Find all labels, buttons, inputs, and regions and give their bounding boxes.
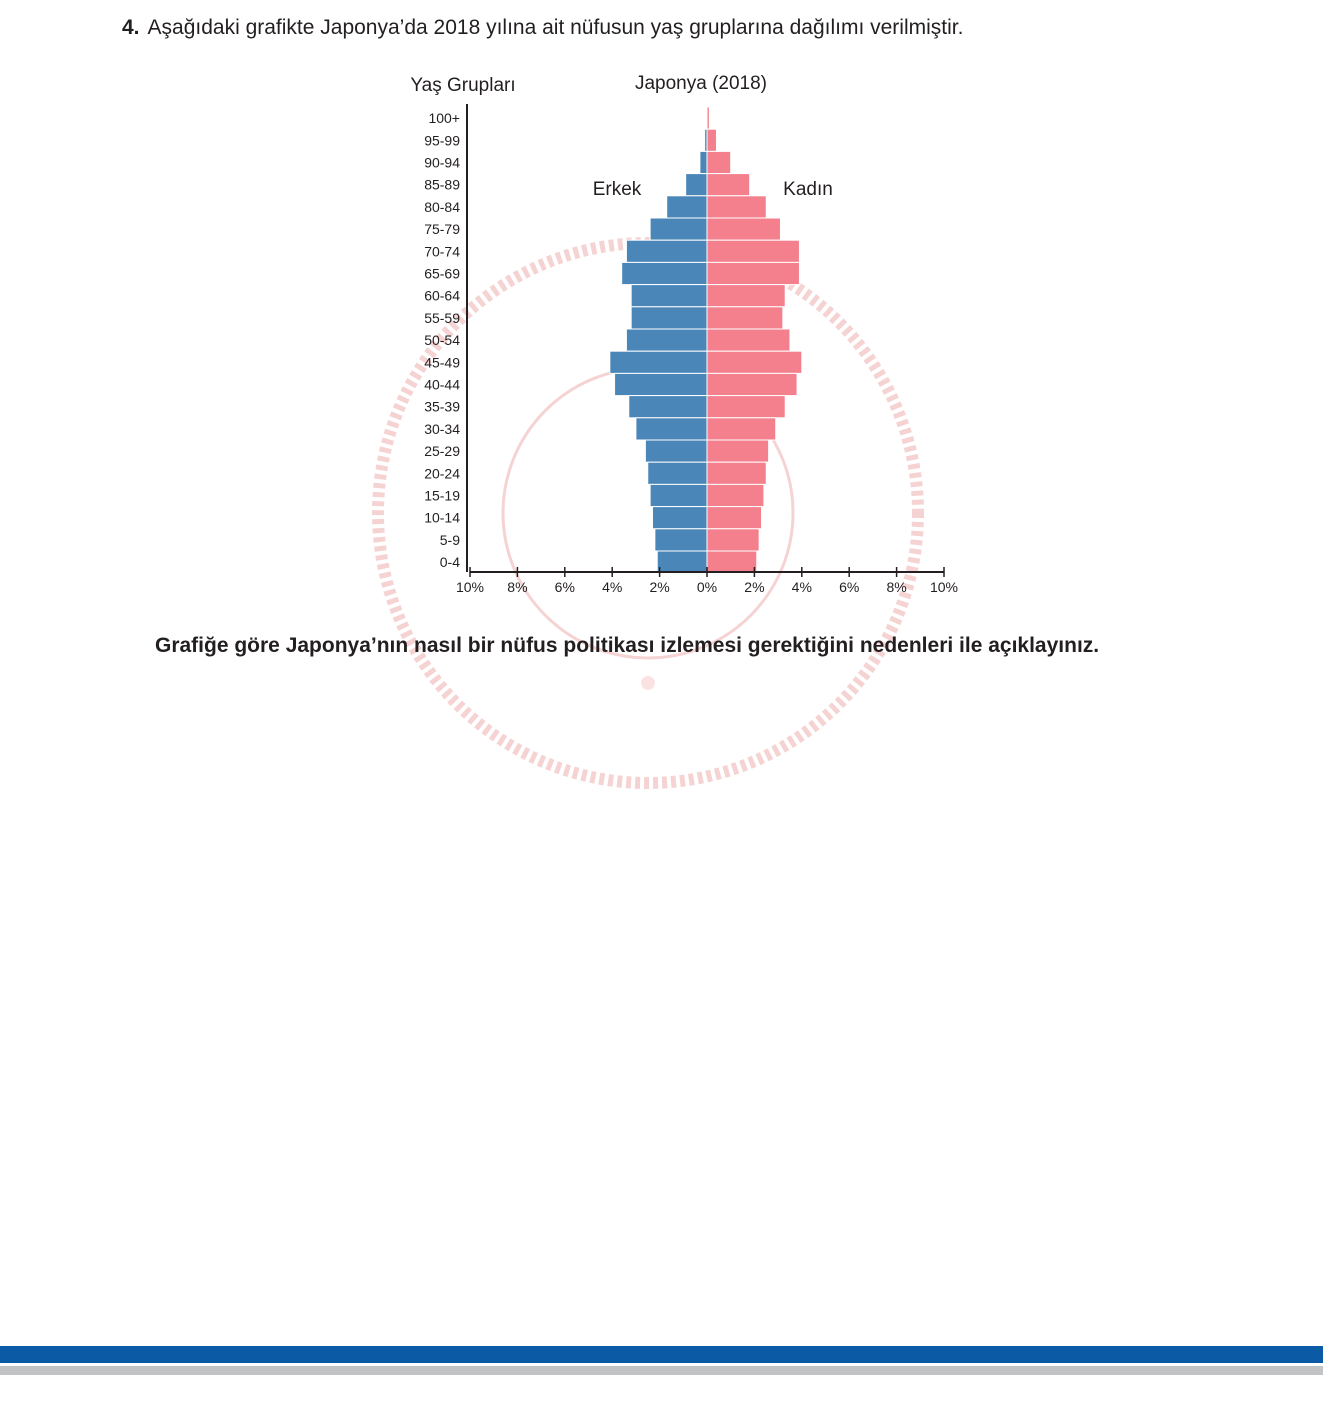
bar-erkek-80-84 [667,196,707,218]
y-tick-label: 10-14 [424,509,460,526]
x-tick-label: 8% [507,579,528,595]
x-tick-label: 10% [455,579,485,595]
y-tick-label: 35-39 [424,398,460,415]
y-tick-label: 90-94 [424,154,460,171]
bar-erkek-0-4 [657,551,707,573]
bar-erkek-10-14 [652,507,707,529]
bar-kadin-100+ [707,107,709,129]
bar-erkek-15-19 [650,484,707,506]
prompt: Grafiğe göre Japonya’nın nasıl bir nüfus politikası izlemesi gerektiğini nedenleri ile açıklayınız. [155,634,1100,657]
bar-erkek-90-94 [700,151,707,173]
x-tick-label: 6% [554,579,575,595]
y-tick-label: 70-74 [424,243,460,260]
y-axis-label: Yaş Grupları [410,75,516,96]
y-tick-label: 100+ [428,110,460,127]
chart-title: Japonya (2018) [634,73,768,94]
bar-erkek-25-29 [645,440,707,462]
x-tick-label: 4% [791,579,812,595]
bar-erkek-30-34 [636,418,707,440]
bar-kadin-90-94 [707,151,731,173]
y-tick-label: 30-34 [424,420,460,437]
bar-kadin-20-24 [707,462,766,484]
bar-erkek-70-74 [626,240,707,262]
bar-kadin-25-29 [707,440,769,462]
y-tick-label: 5-9 [439,531,460,548]
bar-erkek-45-49 [610,351,707,373]
x-tick-label: 2% [744,579,765,595]
y-tick-label: 75-79 [424,221,460,238]
y-tick-label: 85-89 [424,176,460,193]
x-tick-label: 10% [929,579,959,595]
bar-erkek-60-64 [631,285,707,307]
bar-kadin-10-14 [707,507,762,529]
y-tick-label: 55-59 [424,309,460,326]
bar-kadin-65-69 [707,262,799,284]
footer-band-gray [0,1366,1323,1375]
y-tick-label: 0-4 [439,554,460,571]
y-tick-label: 95-99 [424,132,460,149]
y-tick-label: 60-64 [424,287,460,304]
x-tick-label: 8% [886,579,907,595]
bar-erkek-20-24 [648,462,707,484]
y-tick-label: 25-29 [424,443,460,460]
bar-kadin-5-9 [707,529,759,551]
y-tick-label: 20-24 [424,465,460,482]
bar-erkek-75-79 [650,218,707,240]
bar-kadin-70-74 [707,240,799,262]
footer-band-blue [0,1346,1323,1363]
x-tick-label: 6% [839,579,860,595]
y-tick-label: 40-44 [424,376,460,393]
bar-kadin-45-49 [707,351,802,373]
bar-erkek-50-54 [626,329,707,351]
bar-kadin-0-4 [707,551,757,573]
series-label-erkek: Erkek [592,179,642,200]
bar-erkek-35-39 [629,396,707,418]
y-tick-label: 80-84 [424,198,460,215]
question-text: Aşağıdaki grafikte Japonya’da 2018 yılına ait nüfusun yaş gruplarına dağılımı verilmiştir. [147,16,964,39]
bar-kadin-75-79 [707,218,780,240]
bar-kadin-60-64 [707,285,785,307]
bar-erkek-65-69 [622,262,707,284]
bar-kadin-95-99 [707,129,716,151]
bar-erkek-55-59 [631,307,707,329]
population-pyramid-chart [0,0,1323,620]
bar-erkek-85-89 [686,174,707,196]
bar-kadin-55-59 [707,307,783,329]
bar-kadin-85-89 [707,174,750,196]
bar-kadin-35-39 [707,396,785,418]
x-tick-label: 2% [649,579,670,595]
y-tick-label: 15-19 [424,487,460,504]
bar-erkek-40-44 [615,373,707,395]
question-number: 4. [122,16,140,39]
bar-kadin-50-54 [707,329,790,351]
bar-kadin-15-19 [707,484,764,506]
y-tick-label: 45-49 [424,354,460,371]
y-tick-label: 65-69 [424,265,460,282]
series-label-kadin: Kadın [783,179,833,200]
bar-kadin-40-44 [707,373,797,395]
y-tick-label: 50-54 [424,332,460,349]
bar-kadin-80-84 [707,196,766,218]
x-tick-label: 4% [602,579,623,595]
bar-erkek-5-9 [655,529,707,551]
bar-kadin-30-34 [707,418,776,440]
x-tick-label: 0% [696,579,718,595]
